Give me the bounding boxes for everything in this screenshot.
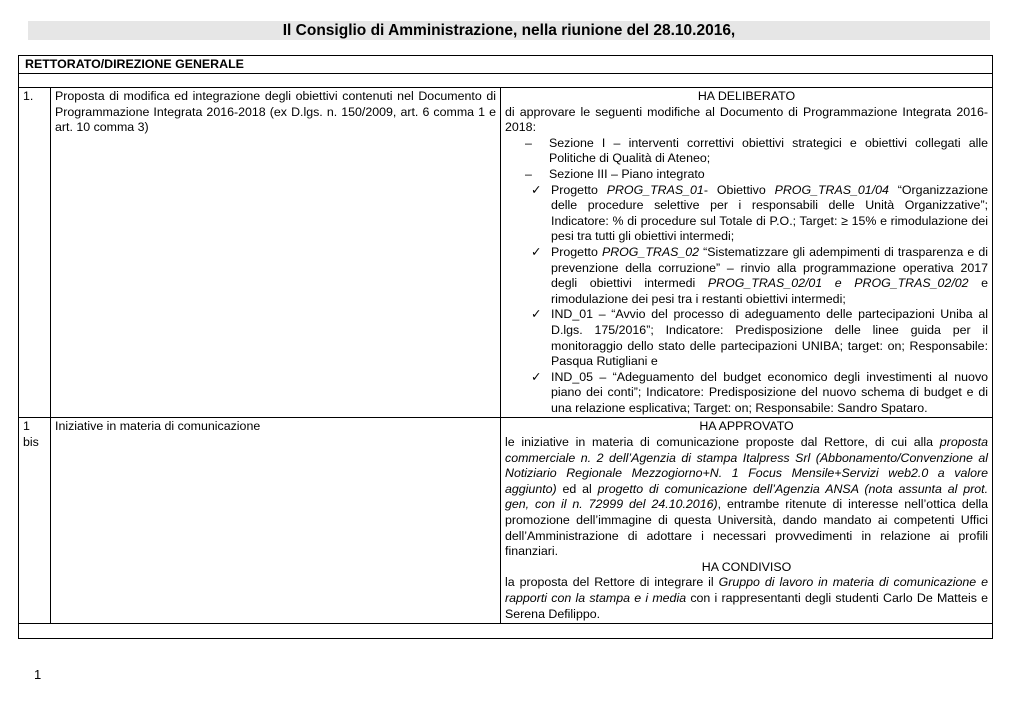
text-run: Progetto — [551, 244, 602, 259]
text-run: e rimodulazione dei pesi tra i restanti obiettivi intermedi; — [551, 276, 989, 306]
decision-heading: HA CONDIVISO — [701, 559, 792, 574]
deliberation-table — [18, 55, 993, 639]
item-number: 1 bis — [19, 418, 51, 624]
item-subject: Proposta di modifica ed integrazione degli obiettivi contenuti nel Documento di Programmazione Integrata 2016-2018 (ex D.lgs. n. 150/2009, art. 6 comma 1 e art. 10 comma 3) — [51, 88, 501, 418]
decision-intro: di approvare le seguenti modifiche al Documento di Programmazione Integrata 2016-2018: — [505, 104, 989, 135]
item-decision — [501, 88, 993, 418]
text-run: ed al — [556, 481, 598, 496]
check-list — [505, 183, 988, 417]
list-item — [531, 245, 988, 307]
spacer-cell — [19, 624, 993, 639]
list-item — [531, 183, 988, 245]
item-decision — [501, 418, 993, 624]
objective-code: PROG_TRAS_01/04 — [774, 182, 889, 197]
table-row — [19, 88, 993, 418]
text-run: IND_05 – “Adeguamento del budget economico degli investimenti al nuovo piano dei conti”; Indicatore: Predisposizione del nuovo schema di budget e di una relazione esplicativa; Target: on; Responsabile: Sandro Spataro. — [551, 369, 989, 415]
page-title: Il Consiglio di Amministrazione, nella riunione del 28.10.2016, — [28, 21, 990, 40]
check-icon: ✓ — [531, 182, 542, 197]
text-run: - Obiettivo — [703, 182, 775, 197]
decision-heading: HA DELIBERATO — [697, 89, 796, 103]
objective-code: PROG_TRAS_02/01 e PROG_TRAS_02/02 — [707, 276, 969, 291]
text-run: Progetto — [551, 182, 607, 197]
dash-list — [505, 136, 988, 183]
check-icon: ✓ — [531, 244, 542, 259]
decision-heading: HA APPROVATO — [699, 419, 794, 434]
check-icon: ✓ — [531, 369, 542, 384]
list-item — [531, 370, 988, 417]
page-number: 1 — [34, 667, 42, 682]
item-subject: Iniziative in materia di comunicazione — [51, 418, 501, 624]
text-run: con i rappresentanti degli studenti Carlo De Matteis e Serena Defilippo. — [505, 591, 989, 621]
text-run: , entrambe ritenute di interesse nell’ottica della promozione dell’immagine di questa Università, dando mandato ai competenti Uffici dell’Amministrazione di adottare i necessari provvedimenti in relazione ai profili finanziari. — [505, 497, 989, 559]
text-run-italic: progetto di comunicazione dell’Agenzia ANSA (nota assunta al prot. gen, con il n. 72999 del 24.10.2016) — [505, 481, 989, 512]
list-item-text: Sezione III – Piano integrato — [549, 166, 705, 181]
list-item — [531, 307, 988, 369]
decision-paragraph — [505, 435, 988, 560]
spacer-row — [19, 624, 993, 639]
list-item: – Sezione I – interventi correttivi obiettivi strategici e obiettivi collegati alle Politiche di Qualità di Ateneo; — [525, 136, 988, 167]
text-run: la proposta del Rettore di integrare il — [505, 575, 719, 590]
project-code: PROG_TRAS_01 — [606, 182, 704, 197]
spacer-cell — [19, 74, 993, 88]
check-icon: ✓ — [531, 307, 542, 322]
table-row — [19, 418, 993, 624]
decision-paragraph — [505, 575, 988, 622]
text-run: “Organizzazione delle procedure selettive per i responsabili delle Unità Organizzative”; Indicatore: % di procedure sul Totale di P.O.; Target: ≥ 15% e rimodulazione dei pesi tra tutti gli obiettivi intermedi; — [551, 182, 989, 244]
text-run: IND_01 – “Avvio del processo di adeguamento delle partecipazioni Uniba al D.lgs. 175/2016”; Indicatore: Predisposizione delle linee guida per il monitoraggio dello stato delle partecipazioni UNIBA; target: on; Responsabile: Pasqua Rutigliani e — [551, 307, 989, 369]
item-number: 1. — [19, 88, 51, 418]
text-run-italic: proposta commerciale n. 2 dell’Agenzia di stampa Italpress Srl (Abbonamento/Convenzione al Notiziario Regionale Mezzogiorno+N. 1 Focus Mensile+Servizi web2.0 a valore aggiunto) — [505, 435, 989, 496]
project-code: PROG_TRAS_02 — [601, 244, 700, 259]
section-header-row — [19, 56, 993, 74]
text-run: le iniziative in materia di comunicazione proposte dal Rettore, di cui alla — [505, 435, 940, 450]
list-item — [525, 167, 988, 183]
text-run: “Sistematizzare gli adempimenti di trasparenza e di prevenzione della corruzione” – rinvio alla programmazione operativa 2017 degli obiettivi intermedi — [551, 244, 989, 291]
section-header: RETTORATO/DIREZIONE GENERALE — [19, 56, 993, 74]
text-run-italic: Gruppo di lavoro in materia di comunicazione e rapporti con la stampa e i media — [505, 575, 989, 605]
spacer-row — [19, 74, 993, 88]
